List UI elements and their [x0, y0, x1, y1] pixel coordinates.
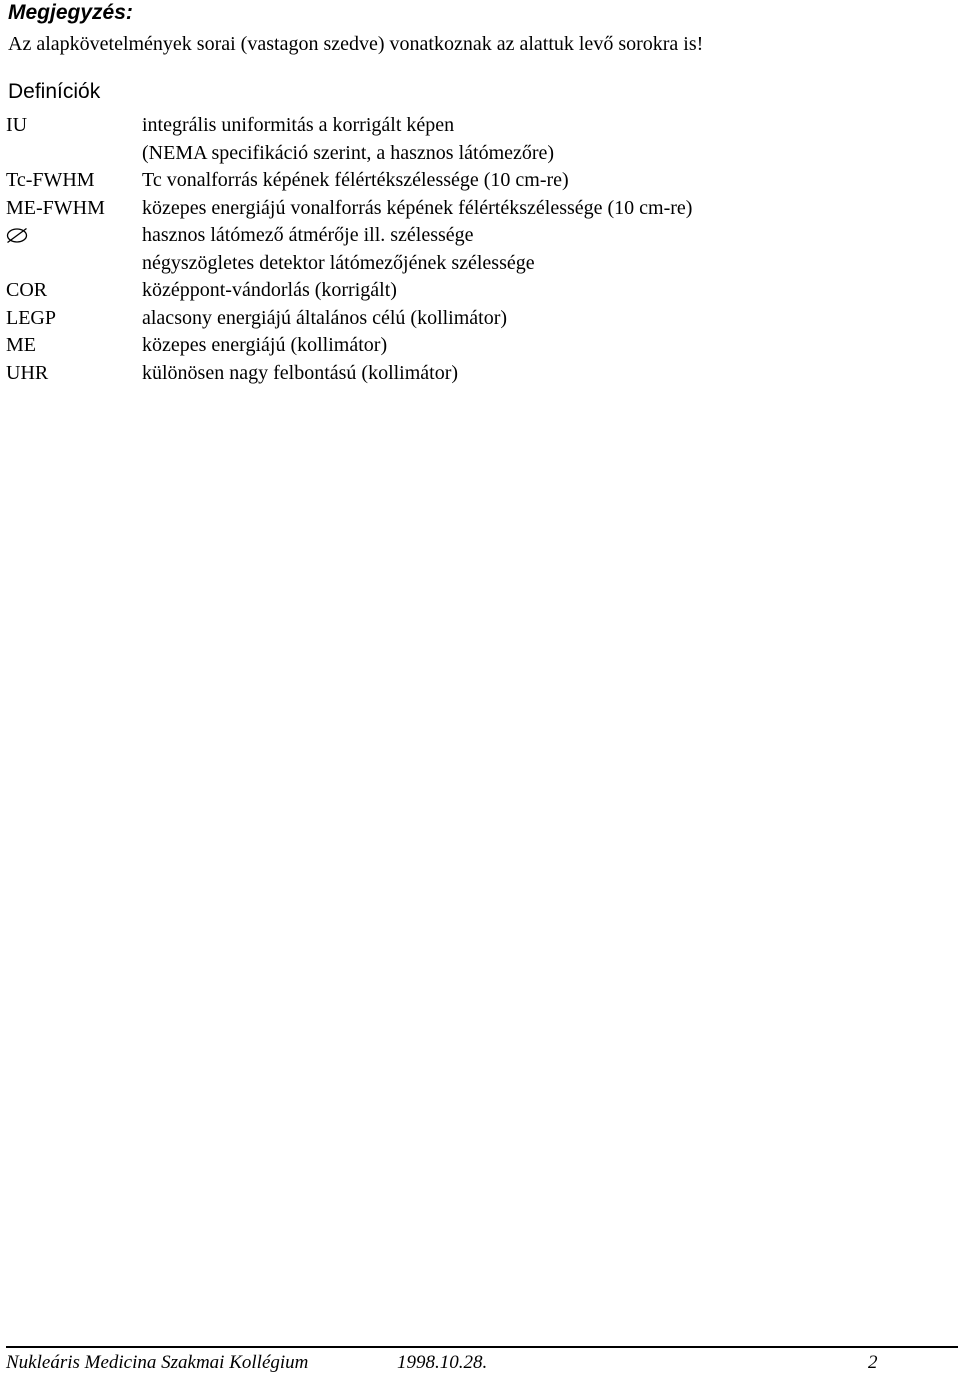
definition-term: ME-FWHM	[6, 196, 105, 219]
definition-term: ME	[6, 334, 36, 356]
definition-row	[0, 332, 960, 360]
definitions-title: Definíciók	[8, 80, 101, 103]
definition-row	[0, 360, 960, 388]
definition-description: integrális uniformitás a korrigált képen	[142, 114, 455, 136]
definition-row	[0, 167, 960, 195]
definition-term: IU	[6, 114, 28, 136]
footer-date: 1998.10.28.	[397, 1352, 488, 1373]
footer-organization: Nukleáris Medicina Szakmai Kollégium	[6, 1352, 309, 1373]
definition-description: Tc vonalforrás képének félértékszélessége (10 cm-re)	[142, 169, 569, 191]
definition-row	[0, 195, 960, 223]
definition-description: hasznos látómező átmérője ill. szélessége	[142, 224, 474, 246]
definition-row	[0, 112, 960, 140]
definition-description: különösen nagy felbontású (kollimátor)	[142, 361, 459, 384]
note-text: Az alapkövetelmények sorai (vastagon szedve) vonatkoznak az alattuk levő sorokra is!	[8, 33, 704, 55]
definition-term: LEGP	[6, 306, 56, 329]
definition-row	[0, 250, 960, 278]
footer-page-number: 2	[868, 1352, 878, 1373]
definition-description: (NEMA specifikáció szerint, a hasznos látómezőre)	[142, 141, 555, 164]
definition-row	[0, 277, 960, 305]
definition-row	[0, 305, 960, 333]
definition-description: közepes energiájú (kollimátor)	[142, 334, 388, 356]
definition-row	[0, 140, 960, 168]
definition-description: négyszögletes detektor látómezőjének szélessége	[142, 251, 535, 274]
definition-description: közepes energiájú vonalforrás képének félértékszélessége (10 cm-re)	[142, 196, 693, 219]
definition-term: UHR	[6, 361, 49, 384]
definition-term: COR	[6, 279, 48, 301]
definition-row	[0, 222, 960, 250]
footer-rule	[6, 1346, 958, 1348]
note-title: Megjegyzés:	[8, 1, 133, 24]
definitions-list	[0, 112, 960, 387]
empty-set-icon	[6, 228, 28, 243]
definition-description: alacsony energiájú általános célú (kollimátor)	[142, 306, 508, 329]
definition-term: Tc-FWHM	[6, 169, 95, 191]
definition-description: középpont-vándorlás (korrigált)	[142, 279, 397, 301]
